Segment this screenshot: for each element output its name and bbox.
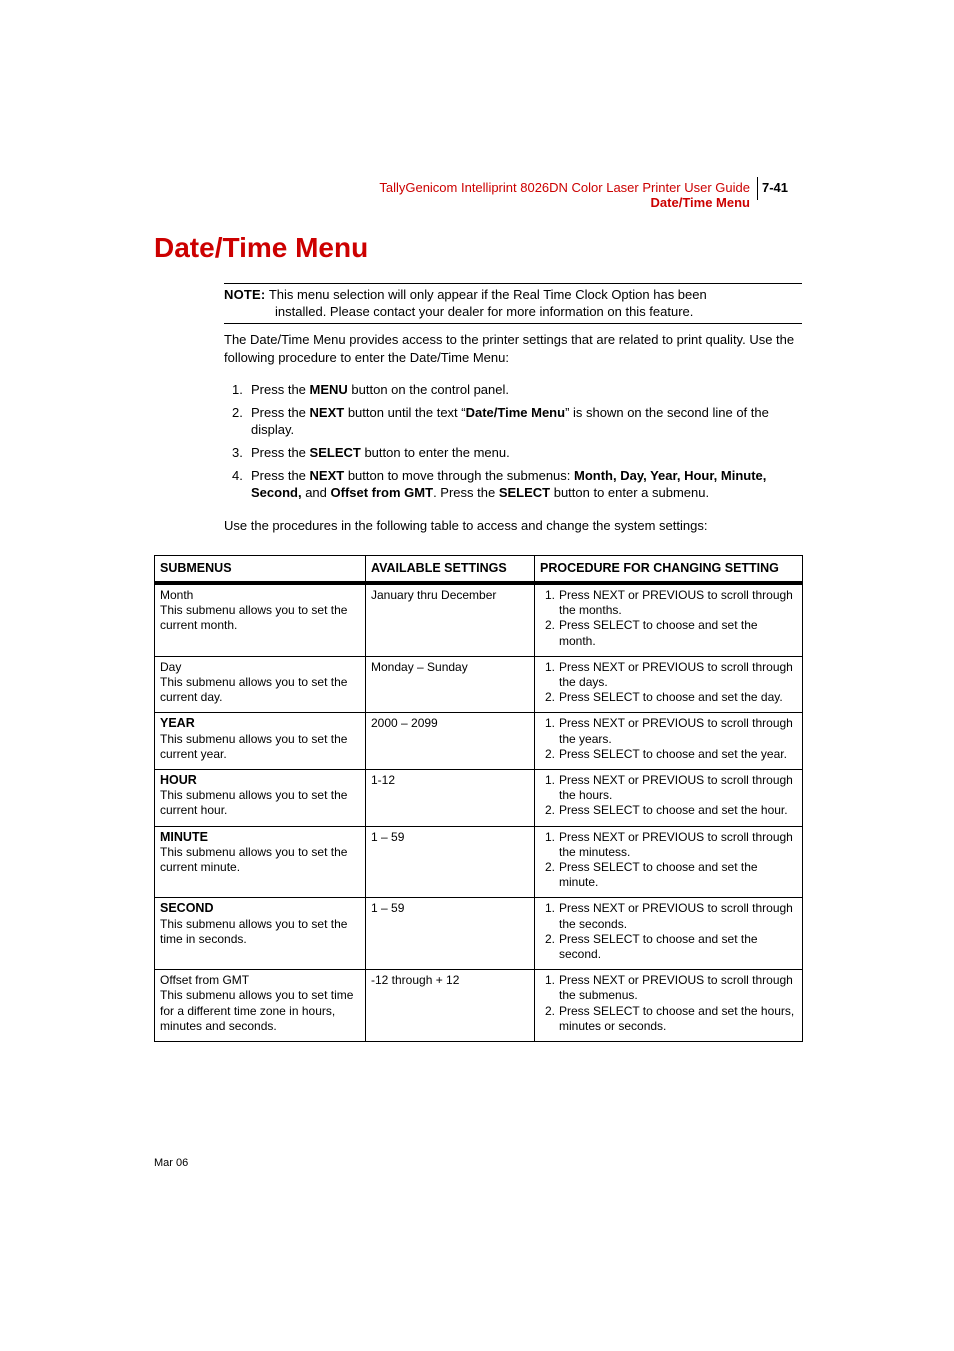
procedure-cell <box>535 970 803 1042</box>
step-text: ” is shown on the second line of the display. <box>251 405 769 437</box>
table-row <box>155 713 803 770</box>
step-text: button until the text “ <box>344 405 466 420</box>
step-item <box>224 404 804 438</box>
procedure-step-number: 2. <box>545 1003 556 1018</box>
table-row <box>155 583 803 656</box>
procedure-steps <box>224 381 804 507</box>
step-keyword: MENU <box>309 382 348 397</box>
column-header-procedure: PROCEDURE FOR CHANGING SETTING <box>535 556 803 584</box>
procedure-step-number: 1. <box>545 829 556 844</box>
step-item <box>224 467 804 501</box>
step-keyword: Date/Time Menu <box>465 405 566 420</box>
submenu-cell <box>155 770 366 827</box>
procedure-step-number: 2. <box>545 618 556 633</box>
note-box <box>224 283 802 324</box>
step-item <box>224 444 804 461</box>
step-keyword: Offset from GMT <box>330 485 434 500</box>
table-body <box>155 583 803 1042</box>
running-header-guide-title: TallyGenicom Intelliprint 8026DN Color Laser Printer User Guide <box>379 180 750 195</box>
table-row <box>155 770 803 827</box>
table-row <box>155 656 803 713</box>
submenu-cell <box>155 583 366 656</box>
procedure-cell <box>535 826 803 898</box>
submenu-name: HOUR <box>160 773 197 788</box>
available-settings-cell: -12 through + 12 <box>366 970 535 1042</box>
submenu-name: Day <box>160 659 182 674</box>
procedure-step-number: 1. <box>545 588 556 602</box>
running-header-section-title: Date/Time Menu <box>650 195 750 210</box>
procedure-step-text: Press NEXT or PREVIOUS to scroll through the hours. <box>559 773 793 803</box>
available-settings-cell: January thru December <box>366 583 535 656</box>
procedure-step <box>540 660 797 690</box>
available-settings-cell: 1 – 59 <box>366 826 535 898</box>
submenu-description: This submenu allows you to set the time in seconds. <box>160 916 348 946</box>
procedure-step-text: Press SELECT to choose and set the hour. <box>559 803 788 818</box>
procedure-list <box>540 773 797 819</box>
procedure-step <box>540 1004 797 1034</box>
table-row <box>155 826 803 898</box>
step-text: button on the control panel. <box>347 382 509 397</box>
submenu-description: This submenu allows you to set the current hour. <box>160 788 348 818</box>
procedure-step-number: 2. <box>545 803 556 818</box>
procedure-step-number: 1. <box>545 973 556 988</box>
procedure-step-text: Press SELECT to choose and set the year. <box>559 746 787 761</box>
procedure-list <box>540 830 797 891</box>
step-number: 2. <box>232 405 243 420</box>
table-row <box>155 898 803 970</box>
procedure-cell <box>535 770 803 827</box>
procedure-step-text: Press SELECT to choose and set the second. <box>559 931 758 962</box>
procedure-step-number: 1. <box>545 716 556 731</box>
submenu-description: This submenu allows you to set the current month. <box>160 603 348 633</box>
step-text: . Press the <box>433 485 499 500</box>
procedure-step-number: 2. <box>545 931 556 946</box>
procedure-step <box>540 690 797 705</box>
step-text: Press the <box>251 405 310 420</box>
note-line-1: This menu selection will only appear if the Real Time Clock Option has been <box>268 287 707 302</box>
procedure-step-text: Press NEXT or PREVIOUS to scroll through the seconds. <box>559 901 793 931</box>
procedure-step-text: Press NEXT or PREVIOUS to scroll through the years. <box>559 716 793 746</box>
footer-date: Mar 06 <box>154 1157 189 1169</box>
submenu-name: Offset from GMT <box>160 973 250 988</box>
procedure-step-number: 1. <box>545 773 556 788</box>
table-intro-paragraph: Use the procedures in the following table to access and change the system settings: <box>224 518 708 533</box>
page-number: 7-41 <box>762 180 789 195</box>
column-header-submenus: SUBMENUS <box>155 556 366 584</box>
procedure-step-text: Press SELECT to choose and set the month. <box>559 618 758 648</box>
procedure-step <box>540 773 797 803</box>
procedure-cell <box>535 713 803 770</box>
step-item <box>224 381 804 398</box>
procedure-step-text: Press NEXT or PREVIOUS to scroll through the minutess. <box>559 829 793 859</box>
procedure-step <box>540 860 797 890</box>
step-number: 4. <box>232 468 243 483</box>
step-text: button to enter a submenu. <box>550 485 710 500</box>
procedure-step-number: 2. <box>545 690 556 705</box>
procedure-cell <box>535 898 803 970</box>
column-header-available-settings: AVAILABLE SETTINGS <box>366 556 535 584</box>
procedure-step-text: Press NEXT or PREVIOUS to scroll through the days. <box>559 659 793 690</box>
procedure-list <box>540 901 797 962</box>
submenu-cell <box>155 826 366 898</box>
submenu-name: YEAR <box>160 716 195 731</box>
step-text: button to move through the submenus: <box>344 468 575 483</box>
procedure-step-number: 2. <box>545 860 556 875</box>
submenu-name: Month <box>160 588 194 602</box>
procedure-step-number: 2. <box>545 746 556 761</box>
procedure-list <box>540 716 797 762</box>
procedure-step <box>540 830 797 860</box>
step-text: and <box>301 485 331 500</box>
submenu-description: This submenu allows you to set the current day. <box>160 675 348 705</box>
submenu-cell <box>155 898 366 970</box>
procedure-step-text: Press NEXT or PREVIOUS to scroll through the months. <box>559 588 793 618</box>
step-text: Press the <box>251 445 310 460</box>
submenu-description: This submenu allows you to set the current year. <box>160 731 348 761</box>
available-settings-cell: 1-12 <box>366 770 535 827</box>
submenu-description: This submenu allows you to set time for a different time zone in hours, minutes and seconds. <box>160 988 354 1033</box>
procedure-step <box>540 588 797 618</box>
step-keyword: NEXT <box>309 468 345 483</box>
step-number: 1. <box>232 382 243 397</box>
procedure-list <box>540 973 797 1034</box>
submenu-name: SECOND <box>160 901 214 916</box>
step-keyword: NEXT <box>309 405 345 420</box>
submenu-cell <box>155 970 366 1042</box>
procedure-list <box>540 660 797 706</box>
available-settings-cell: 2000 – 2099 <box>366 713 535 770</box>
table-row <box>155 970 803 1042</box>
header-divider <box>757 177 758 200</box>
step-keyword: SELECT <box>498 485 551 500</box>
submenu-settings-table <box>154 555 803 1042</box>
procedure-step-text: Press SELECT to choose and set the minute. <box>559 860 758 890</box>
page-title: Date/Time Menu <box>154 232 369 263</box>
step-text: button to enter the menu. <box>360 445 510 460</box>
procedure-step <box>540 973 797 1003</box>
procedure-step <box>540 803 797 818</box>
procedure-step-text: Press SELECT to choose and set the day. <box>559 690 783 705</box>
available-settings-cell: Monday – Sunday <box>366 656 535 713</box>
step-text: Press the <box>251 468 310 483</box>
procedure-step <box>540 716 797 746</box>
step-text: Press the <box>251 382 310 397</box>
procedure-step <box>540 932 797 962</box>
available-settings-cell: 1 – 59 <box>366 898 535 970</box>
note-line-2: installed. Please contact your dealer for more information on this feature. <box>275 303 694 319</box>
submenu-name: MINUTE <box>160 829 208 844</box>
procedure-step <box>540 618 797 648</box>
procedure-cell <box>535 656 803 713</box>
procedure-step-number: 1. <box>545 901 556 916</box>
step-keyword: SELECT <box>309 445 361 460</box>
procedure-step-text: Press SELECT to choose and set the hours, minutes or seconds. <box>559 1003 795 1033</box>
submenu-cell <box>155 713 366 770</box>
procedure-list <box>540 588 797 649</box>
submenu-description: This submenu allows you to set the current minute. <box>160 844 348 875</box>
table-header-row <box>155 556 803 584</box>
submenu-cell <box>155 656 366 713</box>
step-keyword: Month, Day, Year, Hour, Minute, Second, <box>251 468 767 500</box>
note-label: NOTE: <box>224 287 266 302</box>
step-number: 3. <box>232 445 243 460</box>
procedure-step-text: Press NEXT or PREVIOUS to scroll through the submenus. <box>559 973 793 1003</box>
procedure-cell <box>535 583 803 656</box>
intro-paragraph: The Date/Time Menu provides access to the printer settings that are related to print quality. Use the following procedure to enter the Date/Time Menu: <box>224 332 795 365</box>
procedure-step <box>540 747 797 762</box>
procedure-step <box>540 901 797 931</box>
procedure-step-number: 1. <box>545 659 556 674</box>
